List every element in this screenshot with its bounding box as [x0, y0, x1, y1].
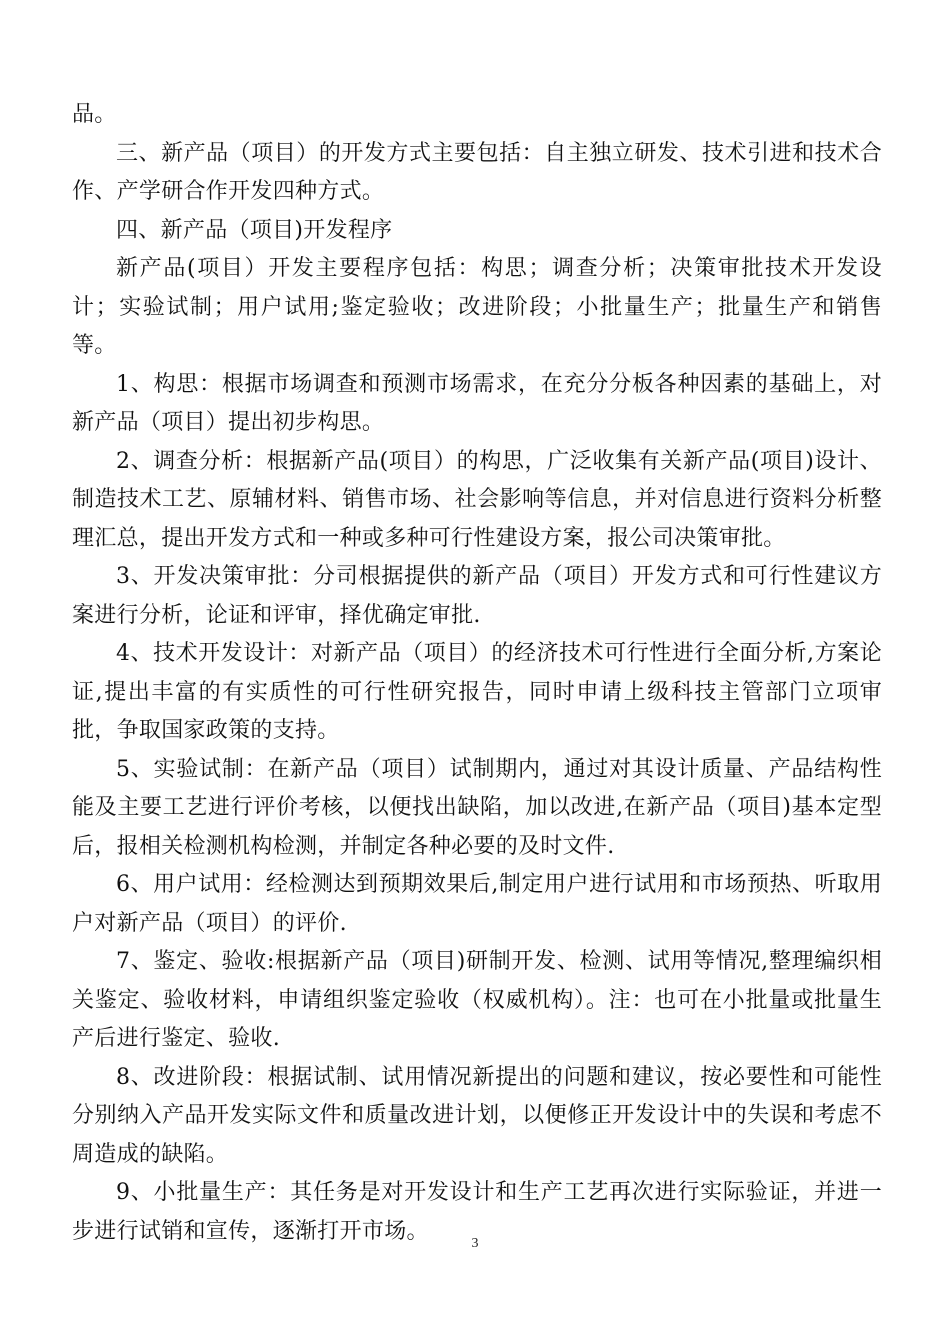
paragraph-step-5-trial-production: 5、实验试制：在新产品（项目）试制期内，通过对其设计质量、产品结构性能及主要工艺进行评价考核，以便找出缺陷，加以改进,在新产品（项目)基本定型后，报相关检测机构检测，并制定各种必要的及时文件. [72, 756, 882, 859]
paragraph-step-7-appraisal: 7、鉴定、验收:根据新产品（项目)研制开发、检测、试用等情况,整理编织相关鉴定、验收材料，申请组织鉴定验收（权威机构）。注：也可在小批量或批量生产后进行鉴定、验收. [72, 949, 882, 1051]
section-heading-development-procedure: 四、新产品（项目)开发程序 [116, 217, 393, 243]
paragraph-step-6-user-trial: 6、用户试用：经检测达到预期效果后,制定用户进行试用和市场预热、听取用户对新产品（项目）的评价. [72, 872, 882, 936]
page-number: 3 [471, 1236, 479, 1251]
paragraph-step-9-small-batch: 9、小批量生产：其任务是对开发设计和生产工艺再次进行实际验证，并进一步进行试销和宣传，逐渐打开市场。 [72, 1180, 882, 1244]
paragraph-step-2-investigation: 2、调查分析：根据新产品(项目）的构思，广泛收集有关新产品(项目)设计、制造技术工艺、原辅材料、销售市场、社会影响等信息，并对信息进行资料分析整理汇总，提出开发方式和一种或多种可行性建设方案，报公司决策审批。 [72, 448, 882, 551]
paragraph-step-4-design: 4、技术开发设计：对新产品（项目）的经济技术可行性进行全面分析,方案论证,提出丰富的有实质性的可行性研究报告，同时申请上级科技主管部门立项审批，争取国家政策的支持。 [72, 641, 882, 743]
document-body [72, 96, 882, 1251]
paragraph-procedure-overview: 新产品(项目）开发主要程序包括：构思；调查分析；决策审批技术开发设计；实验试制；用户试用;鉴定验收；改进阶段；小批量生产；批量生产和销售等。 [72, 256, 882, 358]
paragraph-step-1-concept: 1、构思：根据市场调查和预测市场需求，在充分分板各种因素的基础上，对新产品（项目）提出初步构思。 [72, 371, 882, 435]
paragraph-step-8-improvement: 8、改进阶段：根据试制、试用情况新提出的问题和建议，按必要性和可能性分别纳入产品开发实际文件和质量改进计划，以便修正开发设计中的失误和考虑不周造成的缺陷。 [72, 1064, 882, 1167]
paragraph-step-3-decision: 3、开发决策审批：分司根据提供的新产品（项目）开发方式和可行性建议方案进行分析，论证和评审，择优确定审批. [72, 564, 882, 628]
paragraph-continuation: 品。 [72, 102, 117, 127]
paragraph-development-methods: 三、新产品（项目）的开发方式主要包括：自主独立研发、技术引进和技术合作、产学研合作开发四种方式。 [72, 140, 882, 204]
